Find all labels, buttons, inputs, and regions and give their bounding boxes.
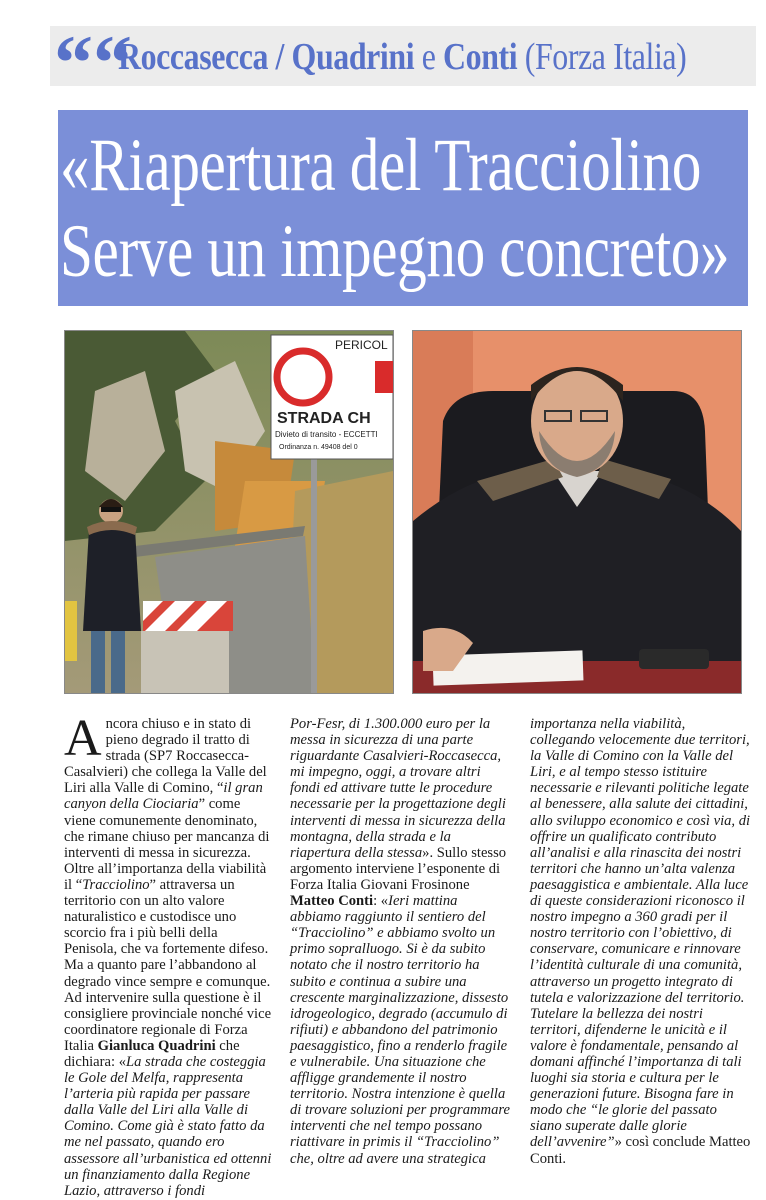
text-run: il gran canyon della Ciociaria: [64, 780, 263, 813]
text-run: Por-Fesr, di 1.300.000 euro per la messa in sicurezza di una parte riguardante Casalvieri-Roccasecca, mi impegno, oggi, a trovare altri fondi ed attivare tutte le procedure necessarie per la progettazione degli interventi di messa in sicurezza della montagna, della strada e la riapertura della stessa: [290, 716, 506, 861]
article-paragraph-1: [64, 710, 274, 1199]
photo-man-at-desk: [412, 330, 742, 694]
article-paragraph-2: [290, 716, 512, 1167]
sign-text-1: PERICOL: [335, 338, 388, 352]
portrait-illustration: [413, 331, 741, 693]
text-run: ncora chiuso e in stato di pieno degrado il tratto di strada (SP7 Roccasecca- Casalvieri) che collega la Valle del Liri alla Valle di Comino, “: [64, 716, 267, 797]
photo-road-closed: [64, 330, 394, 694]
text-run: che dichiara: «: [64, 1037, 240, 1070]
text-run: importanza nella viabilità, collegando velocemente due territori, la Valle di Comino con la Valle del Liri, e al tempo stesso istituire necessarie e rilevanti politiche legate al benessere, alla salute dei cittadini, allo sviluppo economico e così via, di offrire un qualificato contributo all’analisi e alla rinascita dei nostri territori che hanno un’alta valenza paesaggistica e ambientale. Alla luce di queste considerazioni riconosco il nostro impegno a 360 gradi per il nostro territorio con l’obiettivo, di conservare, comunicare e rinnovare l’identità culturale di una comunità, attraverso un progetto integrato di tutela e valorizzazione del territorio. Tutelare la bellezza dei nostri territori, difenderne le unicità e il valore è fondamentale, pensando al domani affinché l’importanza di tali luoghi sia storia e cultura per le generazioni future. Bisogna fare in modo che “le glorie del passato siano superate dalle glorie dell’avvenire”: [530, 716, 751, 1151]
text-run: La strada che costeggia le Gole del Melfa, rappresenta l’arteria più rapida per passare dalla Valle del Liri alla Valle di Comino. Come già è stato fatto da me nel passato, quando ero assessore all’urbanistica ed ottenni un finanziamento dalla Regione Lazio, attraverso i fondi: [64, 1053, 272, 1199]
text-run: Tracciolino: [82, 876, 150, 893]
person-name: Gianluca Quadrini: [97, 1037, 216, 1054]
quote-mark-icon: ““: [54, 19, 132, 106]
kicker-text-b: e: [414, 36, 444, 78]
sign-text-3: Divieto di transito - ECCETTI: [275, 430, 378, 439]
text-run: ” attraversa un territorio con un alto valore naturalistico e custodisce uno scorcio fra i più belli della Penisola, che va fortemente difeso. Ma a quanto pare l’abbandono al degrado vince sempre e comunque. Ad intervenire sulla questione è il consigliere provinciale nonché vice coordinatore regionale di Forza Italia: [64, 876, 272, 1054]
headline-box: [58, 110, 748, 306]
article-column-3: [530, 716, 752, 1167]
article-column-1: [64, 710, 274, 1199]
text-run: ». Sullo stesso argomento interviene l’esponente di Forza Italia Giovani Frosinone: [290, 844, 507, 893]
sign-text-4: Ordinanza n. 49408 del 0: [279, 444, 358, 451]
kicker-text-a: Roccasecca / Quadrini: [118, 36, 415, 78]
person-name: Matteo Conti: [290, 893, 374, 910]
drop-cap: A: [64, 710, 102, 767]
text-run: ” come viene comunemente denominato, che rimane chiuso per mancanza di interventi di messa in sicurezza. Oltre all’importanza della viabilità il “: [64, 796, 270, 893]
kicker-title: [118, 36, 686, 78]
text-run: : «: [373, 893, 389, 910]
kicker-text-d: (Forza Italia): [517, 36, 687, 78]
text-run: » così conclude Matteo Conti.: [530, 1134, 751, 1167]
article-paragraph-3: [530, 716, 752, 1167]
text-run: Ieri mattina abbiamo raggiunto il sentiero del “Tracciolino” e abbiamo svolto un primo sopralluogo. Si è da subito notato che il nostro territorio ha subito e continua a subire una crescente marginalizzazione, dissesto idrogeologico, degrado (accumulo di rifiuti) e abbandono del patrimonio paesaggistico, fino a renderlo fragile e vulnerabile. Una situazione che affligge grandemente il nostro territorio. Nostra intenzione è quella di trovare soluzioni per programmare interventi che nel tempo possano riattivare in primis il “Tracciolino” che, oltre ad avere una strategica: [290, 893, 510, 1167]
road-scene-illustration: [65, 331, 393, 693]
sign-text-2: STRADA CH: [277, 410, 371, 427]
headline-line-2: Serve un impegno concreto»: [60, 210, 730, 293]
kicker-text-c: Conti: [443, 36, 518, 78]
article-column-2: [290, 716, 512, 1167]
headline-line-1: «Riapertura del Tracciolino: [60, 124, 701, 207]
kicker-bar: [50, 19, 756, 106]
